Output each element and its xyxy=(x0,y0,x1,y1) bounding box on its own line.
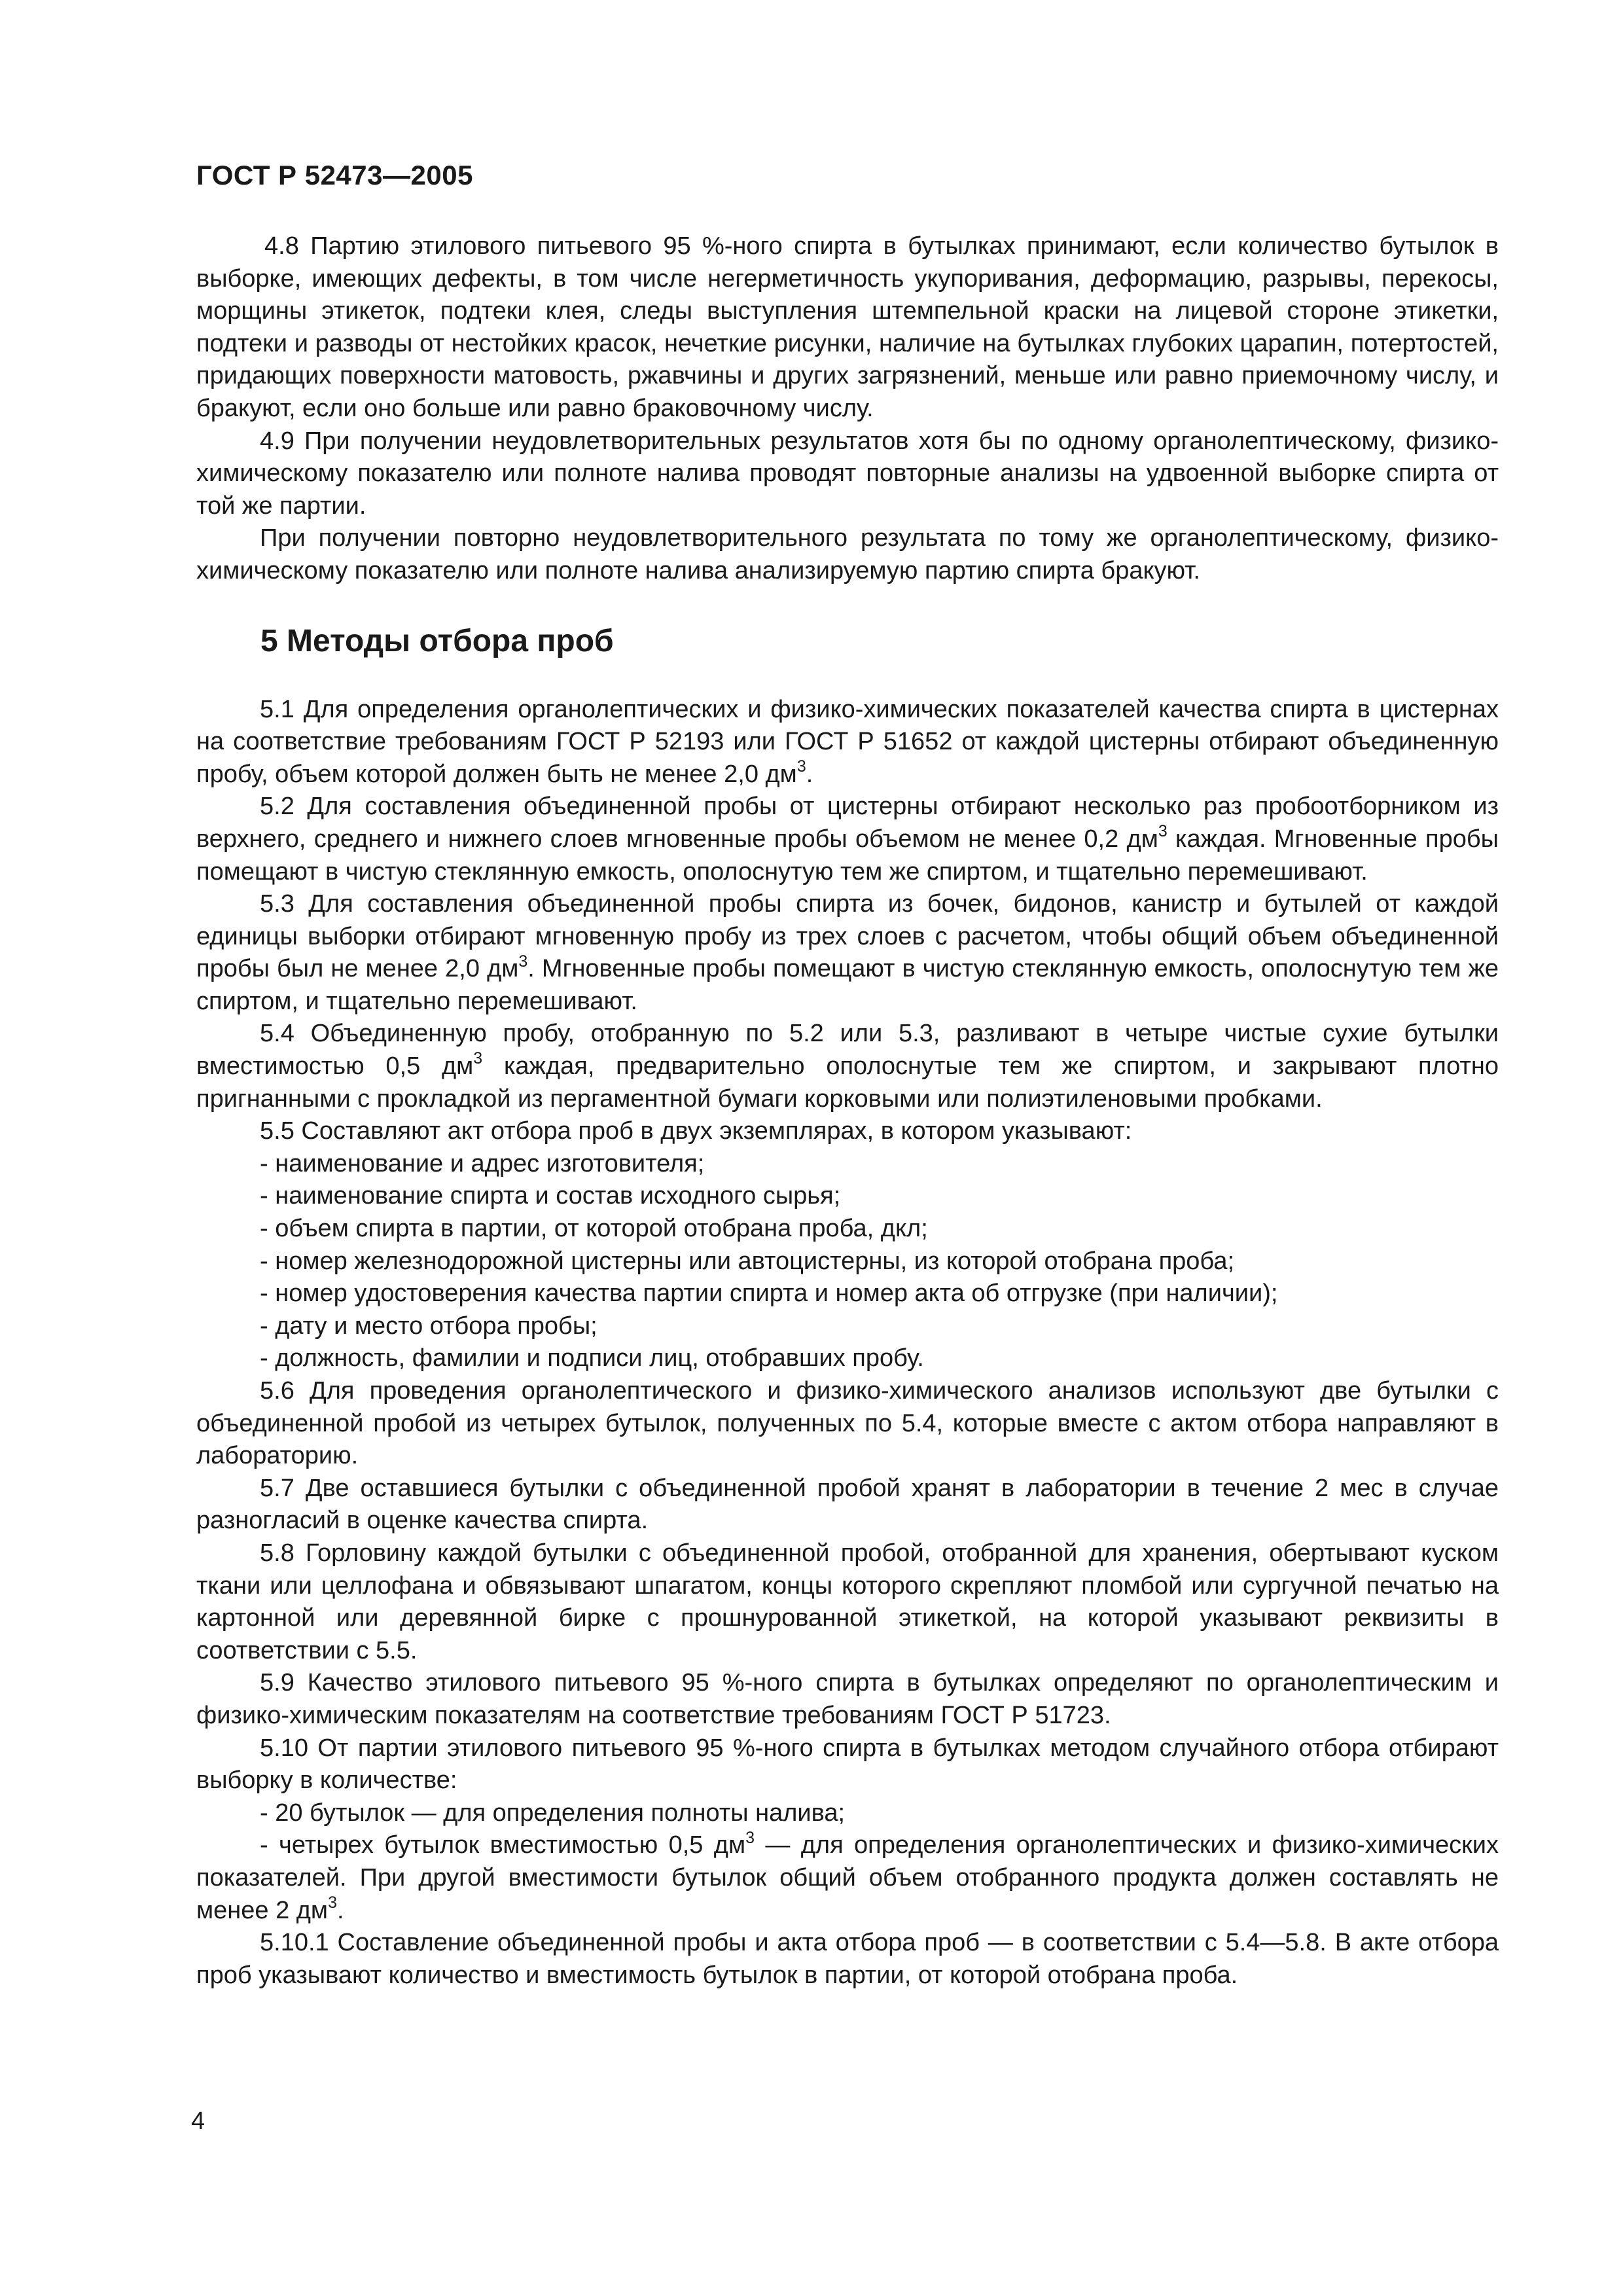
paragraph-4-8: 4.8 Партию этилового питьевого 95 %-ного спирта в бутылках принимают, если количество бутылок в выборке, имеющих дефекты, в том числе негерметичность укупоривания, деформацию, разрывы, перекосы, морщины этикеток, подтеки клея, следы выступления штемпельной краски на лицевой стороне этикетки, подтеки и разводы от нестойких красок, нечеткие рисунки, наличие на бутылках глубоких царапин, потертостей, придающих поверхности матовость, ржавчины и других загрязнений, меньше или равно приемочному числу, и бракуют, если оно больше или равно браковочному числу. xyxy=(196,232,1499,422)
paragraph-5-3-text-a: 5.3 Для составления объединенной пробы спирта из бочек, бидонов, канистр и бутылей от каждой единицы выборки отбирают мгновенную пробу из трех слоев с расчетом, чтобы общий объем объединенной пробы был не менее 2,0 дм xyxy=(196,890,1499,983)
superscript: 3 xyxy=(328,1893,337,1912)
paragraph-5-1-text: 5.1 Для определения органолептических и физико-химических показателей качества спирта в цистернах на соответствие требованиям ГОСТ Р 52193 или ГОСТ Р 51652 от каждой цистерны отбирают объединенную пробу, объем которой должен быть не менее 2,0 дм xyxy=(196,695,1499,788)
document-header: ГОСТ Р 52473—2005 xyxy=(196,160,473,190)
paragraph-5-4-text-b: каждая, предварительно ополоснутые тем же спиртом, и закрывают плотно пригнанными с прокладкой из пергаментной бумаги корковыми или полиэтиленовыми пробками. xyxy=(196,1052,1499,1113)
paragraph-4-9-repeat: При получении повторно неудовлетворительного результата по тому же органолептическому, физико-химическому показателю или полноте налива анализируемую партию спирта бракуют. xyxy=(196,524,1499,584)
paragraph-5-10-1: 5.10.1 Составление объединенной пробы и акта отбора проб — в соответствии с 5.4—5.8. В акте отбора проб указывают количество и вместимость бутылок в партии, от которой отобрана проба. xyxy=(196,1929,1499,1989)
superscript: 3 xyxy=(1158,822,1168,841)
superscript: 3 xyxy=(518,952,528,971)
paragraph-5-4-text-a: 5.4 Объединенную пробу, отобранную по 5.2 или 5.3, разливают в четыре чистые сухие бутылки вместимостью 0,5 дм xyxy=(196,1020,1499,1081)
paragraph-5-7: 5.7 Две оставшиеся бутылки с объединенной пробой хранят в лаборатории в течение 2 мес в случае разногласий в оценке качества спирта. xyxy=(196,1474,1499,1535)
paragraph-5-9: 5.9 Качество этилового питьевого 95 %-ного спирта в бутылках определяют по органолептическим и физико-химическим показателям на соответствие требованиям ГОСТ Р 51723. xyxy=(196,1669,1499,1729)
list-item: - должность, фамилии и подписи лиц, отобравших пробу. xyxy=(260,1344,924,1372)
list-item-text-c: . xyxy=(336,1896,344,1924)
list-item-text-b: — для определения органолептических и физико-химических показателей. При другой вместимости бутылок общий объем отобранного продукта должен составлять не менее 2 дм xyxy=(196,1831,1499,1924)
superscript: 3 xyxy=(796,757,806,776)
paragraph-5-2-text-a: 5.2 Для составления объединенной пробы от цистерны отбирают несколько раз пробоотборником из верхнего, среднего и нижнего слоев мгновенные пробы объемом не менее 0,2 дм xyxy=(196,793,1499,853)
section-title: 5 Методы отбора проб xyxy=(260,623,614,658)
list-item: - номер железнодорожной цистерны или автоцистерны, из которой отобрана проба; xyxy=(260,1247,1235,1275)
paragraph-5-2 xyxy=(196,791,1499,888)
list-item: - наименование спирта и состав исходного сырья; xyxy=(260,1182,841,1210)
paragraph-5-3-text-b: . Мгновенные пробы помещают в чистую стеклянную емкость, ополоснутую тем же спиртом, и тщательно перемешивают. xyxy=(196,955,1499,1015)
paragraph-5-5: 5.5 Составляют акт отбора проб в двух экземплярах, в котором указывают: xyxy=(260,1117,1132,1145)
paragraph-5-6: 5.6 Для проведения органолептического и физико-химического анализов используют две бутылки с объединенной пробой из четырех бутылок, полученных по 5.4, которые вместе с актом отбора направляют в лабораторию. xyxy=(196,1377,1499,1470)
list-item-text-a: - четырех бутылок вместимостью 0,5 дм xyxy=(260,1831,746,1859)
list-item: - наименование и адрес изготовителя; xyxy=(260,1149,705,1177)
list-item: - 20 бутылок — для определения полноты налива; xyxy=(260,1799,846,1827)
list-item xyxy=(196,1829,1499,1927)
paragraph-5-1-end: . xyxy=(806,760,813,788)
list-item: - номер удостоверения качества партии спирта и номер акта об отгрузке (при наличии); xyxy=(260,1280,1278,1308)
list-item: - объем спирта в партии, от которой отобрана проба, дкл; xyxy=(260,1215,928,1243)
list-item: - дату и место отбора пробы; xyxy=(260,1312,597,1340)
document-body xyxy=(196,230,1499,1992)
superscript: 3 xyxy=(745,1828,755,1847)
paragraph-5-2-text-b: каждая. Мгновенные пробы помещают в чистую стеклянную емкость, ополоснутую тем же спиртом, и тщательно перемешивают. xyxy=(196,825,1499,886)
paragraph-5-3 xyxy=(196,888,1499,1018)
paragraph-4-9: 4.9 При получении неудовлетворительных результатов хотя бы по одному органолептическому, физико-химическому показателю или полноте налива проводят повторные анализы на удвоенной выборке спирта от той же партии. xyxy=(196,427,1499,520)
paragraph-5-10: 5.10 От партии этилового питьевого 95 %-ного спирта в бутылках методом случайного отбора отбирают выборку в количестве: xyxy=(196,1734,1499,1795)
paragraph-5-1 xyxy=(196,694,1499,791)
paragraph-5-4 xyxy=(196,1018,1499,1115)
paragraph-5-8: 5.8 Горловину каждой бутылки с объединенной пробой, отобранной для хранения, обертывают куском ткани или целлофана и обвязывают шпагатом, концы которого скрепляют пломбой или сургучной печатью на картонной или деревянной бирке с прошнурованной этикеткой, на которой указывают реквизиты в соответствии с 5.5. xyxy=(196,1539,1499,1664)
superscript: 3 xyxy=(473,1049,483,1068)
page-number: 4 xyxy=(191,2108,205,2135)
